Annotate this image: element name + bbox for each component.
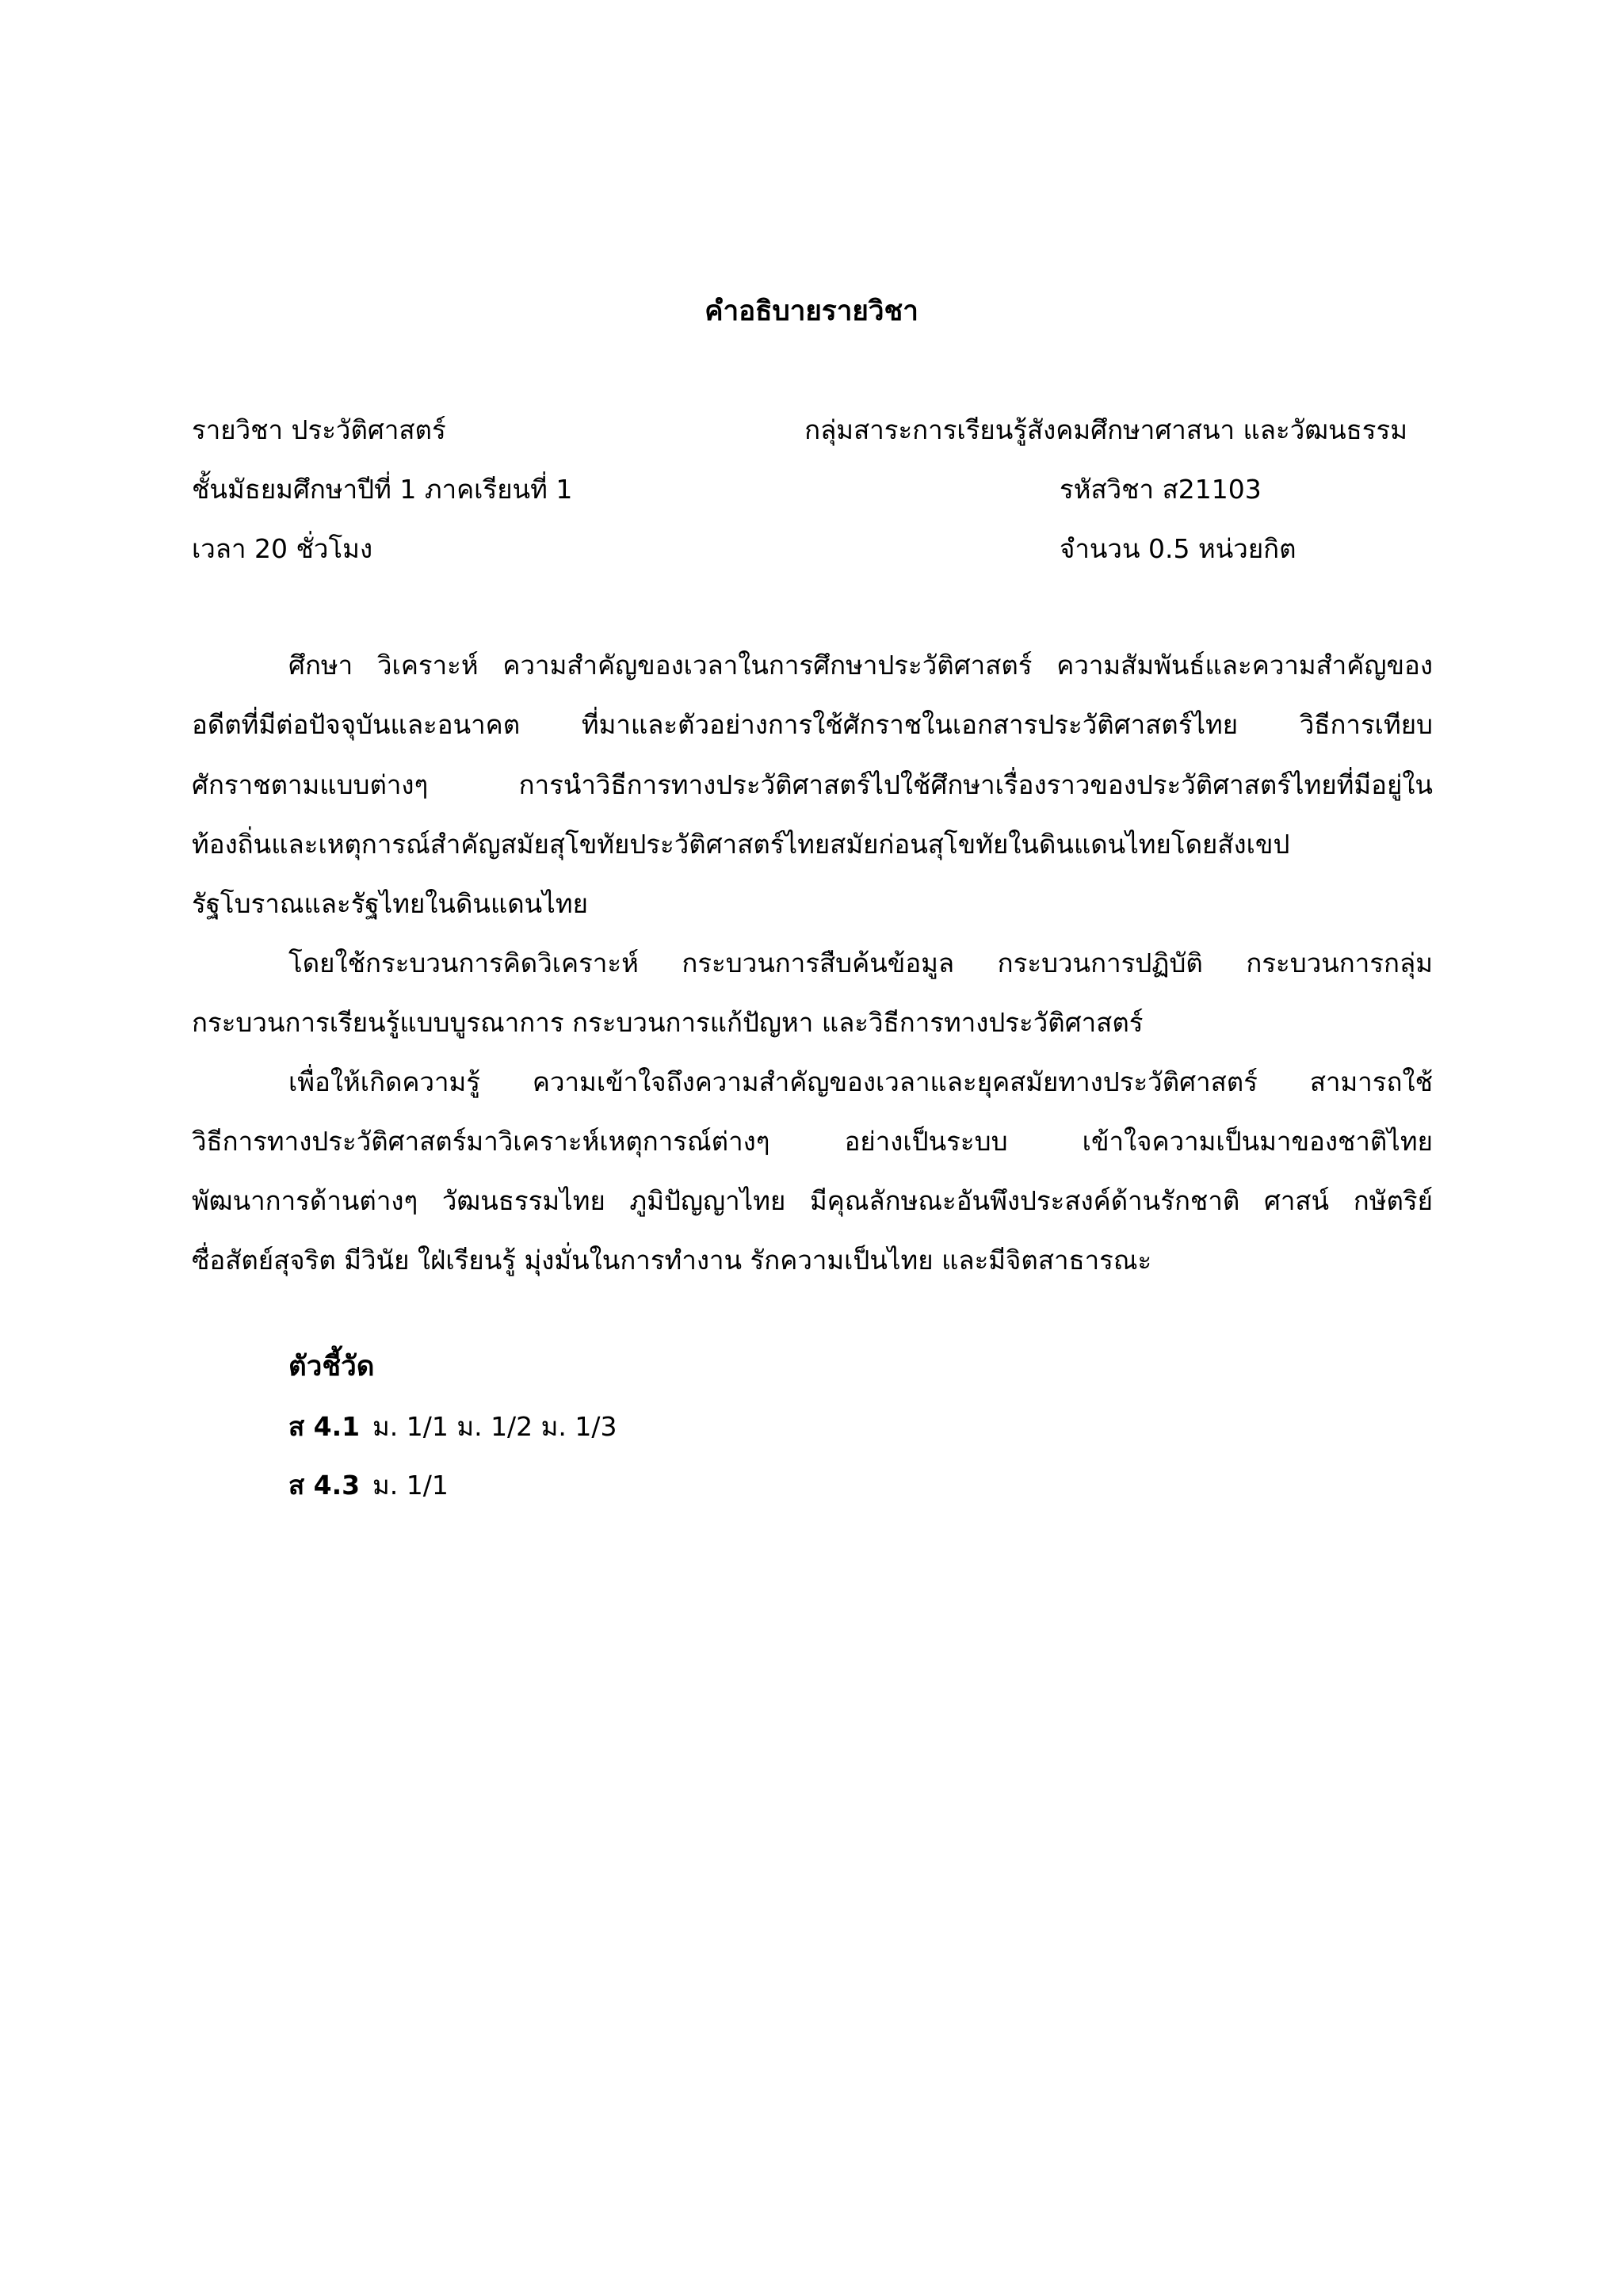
paragraph-line: รัฐโบราณและรัฐไทยในดินแดนไทย	[192, 888, 588, 919]
subject-label: รายวิชา ประวัติศาสตร์	[192, 414, 446, 445]
paragraph-line: กระบวนการเรียนรู้แบบบูรณาการ กระบวนการแก้ปัญหา และวิธีการทางประวัติศาสตร์	[192, 1007, 1144, 1038]
paragraph-line: โดยใช้กระบวนการคิดวิเคราะห์ กระบวนการสืบค้นข้อมูล กระบวนการปฏิบัติ กระบวนการกลุ่ม	[288, 948, 1433, 978]
indicator-row	[288, 1413, 617, 1440]
learning-area-label: กลุ่มสาระการเรียนรู้สังคมศึกษาศาสนา และวัฒนธรรม	[804, 414, 1407, 445]
paragraph-line: ท้องถิ่นและเหตุการณ์สำคัญสมัยสุโขทัยประวัติศาสตร์ไทยสมัยก่อนสุโขทัยในดินแดนไทยโดยสังเขป	[192, 829, 1290, 860]
paragraph-line: ซื่อสัตย์สุจริต มีวินัย ใฝ่เรียนรู้ มุ่งมั่นในการทำงาน รักความเป็นไทย และมีจิตสาธารณะ	[192, 1245, 1152, 1276]
hours-label: เวลา 20 ชั่วโมง	[192, 533, 373, 564]
grade-term-label: ชั้นมัธยมศึกษาปีที่ 1 ภาคเรียนที่ 1	[192, 474, 573, 505]
paragraph-line: พัฒนาการด้านต่างๆ วัฒนธรรมไทย ภูมิปัญญาไทย มีคุณลักษณะอันพึงประสงค์ด้านรักชาติ ศาสน์ กษัตริย์	[192, 1185, 1433, 1216]
indicator-code: ส 4.3	[288, 1470, 361, 1501]
course-code-label: รหัสวิชา ส21103	[1060, 474, 1262, 505]
page-title: คำอธิบายรายวิชา	[705, 296, 918, 327]
indicator-code: ส 4.1	[288, 1411, 361, 1442]
paragraph-line: ศึกษา วิเคราะห์ ความสำคัญของเวลาในการศึกษาประวัติศาสตร์ ความสัมพันธ์และความสำคัญของ	[288, 650, 1433, 681]
paragraph-line: วิธีการทางประวัติศาสตร์มาวิเคราะห์เหตุการณ์ต่างๆ อย่างเป็นระบบ เข้าใจความเป็นมาของชาติไทย	[192, 1126, 1433, 1157]
indicators-heading: ตัวชี้วัด	[288, 1351, 375, 1383]
paragraph-line: อดีตที่มีต่อปัจจุบันและอนาคต ที่มาและตัวอย่างการใช้ศักราชในเอกสารประวัติศาสตร์ไทย วิธีการเทียบ	[192, 709, 1433, 740]
credits-label: จำนวน 0.5 หน่วยกิต	[1060, 533, 1296, 564]
paragraph-line: เพื่อให้เกิดความรู้ ความเข้าใจถึงความสำคัญของเวลาและยุคสมัยทางประวัติศาสตร์ สามารถใช้	[288, 1066, 1433, 1097]
indicator-row	[288, 1470, 449, 1501]
indicator-levels: ม. 1/1	[372, 1470, 449, 1501]
indicator-levels: ม. 1/1 ม. 1/2 ม. 1/3	[372, 1411, 617, 1442]
paragraph-line: ศักราชตามแบบต่างๆ การนำวิธีการทางประวัติศาสตร์ไปใช้ศึกษาเรื่องราวของประวัติศาสตร์ไทยที่มีอยู่ใน	[192, 769, 1433, 800]
